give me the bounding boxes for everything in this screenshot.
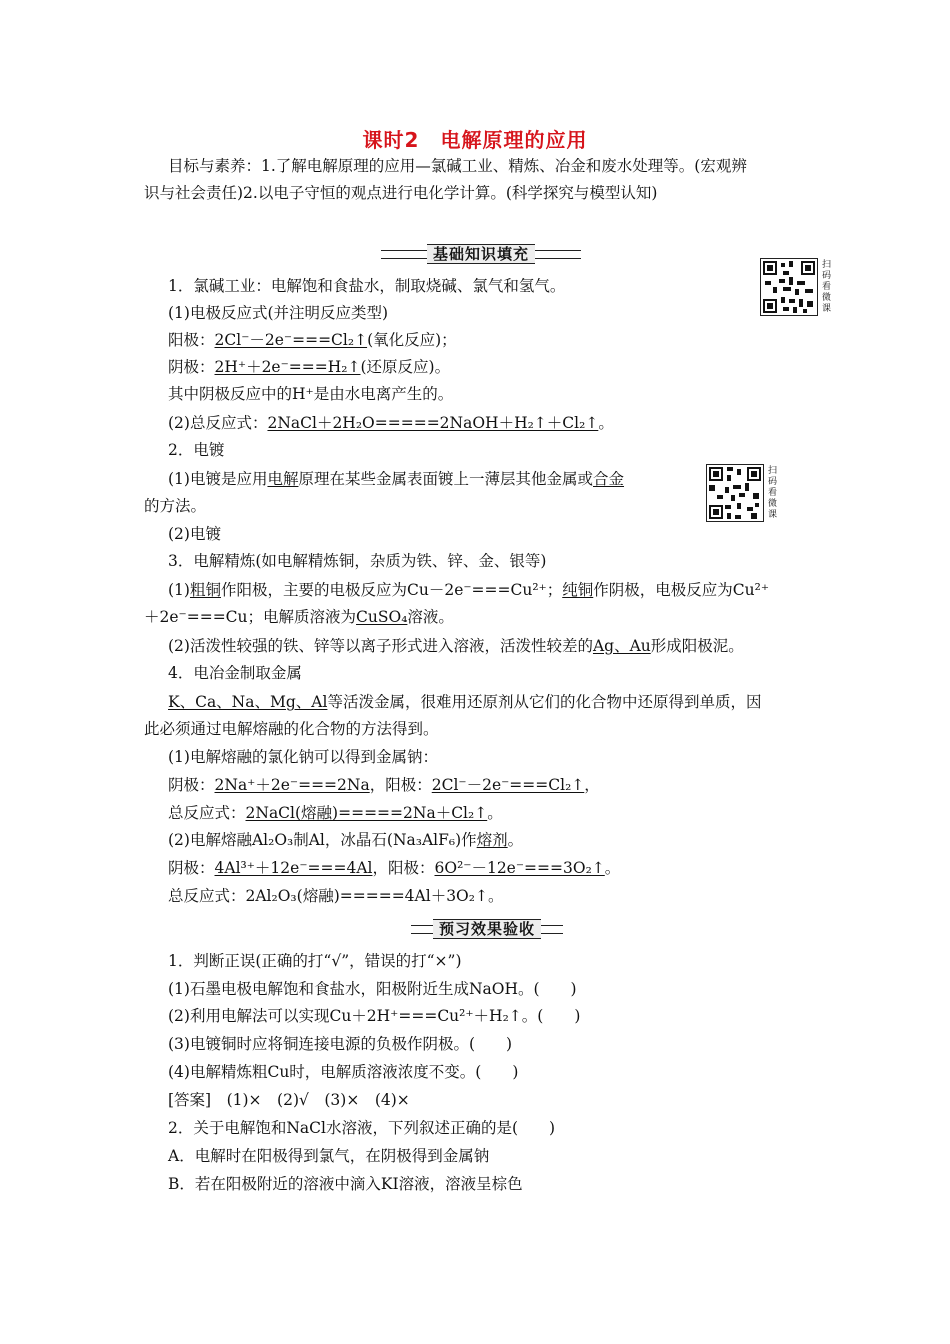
total-equation: 2NaCl(熔融)=====2Na＋Cl₂↑ <box>245 804 488 822</box>
section-banner-basic <box>381 243 581 265</box>
label: 阳极： <box>168 331 215 349</box>
answer-blank: 粗铜 <box>189 581 221 599</box>
label: ，阳极： <box>369 776 432 794</box>
preview-q1: 1．判断正误(正确的打“√”，错误的打“×”) <box>168 952 462 970</box>
basic-s3: 3．电解精炼(如电解精炼铜，杂质为铁、锌、金、银等) <box>168 552 547 570</box>
text: 等活泼金属，很难用还原剂从它们的化合物中还原得到单质，因 <box>327 693 762 711</box>
basic-s1: 1．氯碱工业：电解饱和食盐水，制取烧碱、氯气和氢气。 <box>168 277 566 295</box>
qr-pattern-icon <box>707 465 763 521</box>
text: 作阴极，电极反应为Cu²⁺ <box>593 581 770 599</box>
basic-s2-2: (2)电镀 <box>168 525 221 543</box>
preview-q1-3: (3)电镀铜时应将铜连接电源的负极作阴极。( ) <box>168 1035 513 1053</box>
basic-s4-2-electrodes <box>168 858 620 878</box>
reaction-type: (还原反应)。 <box>360 358 451 376</box>
preview-q1-2: (2)利用电解法可以实现Cu＋2H⁺===Cu²⁺＋H₂↑。( ) <box>168 1007 581 1025</box>
text: (2)电解熔融Al₂O₃制Al，冰晶石(Na₃AlF₆)作 <box>168 831 477 849</box>
banner-rule-left <box>411 925 433 934</box>
basic-s3-1 <box>168 580 769 600</box>
section-banner-preview <box>411 918 563 940</box>
banner-rule-left <box>381 250 427 259</box>
preview-q2-option-a: A．电解时在阳极得到氯气，在阴极得到金属钠 <box>168 1147 490 1165</box>
qr-label-2: 扫码看微课 <box>768 466 778 520</box>
basic-s1-1: (1)电极反应式(并注明反应类型) <box>168 304 389 322</box>
basic-s1-cathode <box>168 357 450 377</box>
preview-q1-1: (1)石墨电极电解饱和食盐水，阳极附近生成NaOH。( ) <box>168 980 577 998</box>
answer-blank: K、Ca、Na、Mg、Al <box>168 693 328 711</box>
basic-s2-1 <box>168 469 624 489</box>
answer-blank: 合金 <box>593 470 625 488</box>
reaction-type: (氧化反应)； <box>367 331 457 349</box>
anode-equation: 2Cl⁻－2e⁻===Cl₂↑ <box>214 331 368 349</box>
text: ＋2e⁻===Cu；电解质溶液为 <box>144 608 357 626</box>
cathode-equation: 4Al³⁺＋12e⁻===4Al <box>214 859 373 877</box>
preview-q2-option-b: B．若在阳极附近的溶液中滴入KI溶液，溶液呈棕色 <box>168 1175 523 1193</box>
page-title: 课时2 电解原理的应用 <box>362 128 588 152</box>
label: ，阳极： <box>372 859 435 877</box>
preview-answer: [答案] (1)× (2)√ (3)× (4)× <box>168 1091 410 1109</box>
basic-s4-intro <box>168 692 761 712</box>
anode-equation: 2Cl⁻－2e⁻===Cl₂↑ <box>431 776 585 794</box>
text: (1)电镀是应用 <box>168 470 268 488</box>
answer-blank: 电解 <box>267 470 299 488</box>
text: 作阳极，主要的电极反应为Cu－2e⁻===Cu²⁺； <box>220 581 563 599</box>
basic-s3-2 <box>168 636 744 656</box>
anode-equation: 6O²⁻－12e⁻===3O₂↑ <box>434 859 605 877</box>
basic-s4: 4．电冶金制取金属 <box>168 664 302 682</box>
basic-s2-1-cont: 的方法。 <box>144 497 207 515</box>
answer-blank: 纯铜 <box>562 581 594 599</box>
basic-s4-1: (1)电解熔融的氯化钠可以得到金属钠： <box>168 748 438 766</box>
basic-s4-intro-cont: 此必须通过电解熔融的化合物的方法得到。 <box>144 720 439 738</box>
answer-blank: Ag、Au <box>592 637 651 655</box>
basic-s2: 2．电镀 <box>168 441 225 459</box>
text: 原理在某些金属表面镀上一薄层其他金属或 <box>298 470 593 488</box>
label: 阴极： <box>168 358 215 376</box>
basic-s4-2-total: 总反应式：2Al₂O₃(熔融)=====4Al＋3O₂↑。 <box>168 887 504 905</box>
text: 。 <box>604 859 621 877</box>
qr-label-1: 扫码看微课 <box>822 260 832 314</box>
period: 。 <box>598 414 614 432</box>
label: (2)总反应式： <box>168 414 268 432</box>
label: 阴极： <box>168 859 215 877</box>
qr-pattern-icon <box>761 259 817 315</box>
qr-code-icon[interactable] <box>706 464 764 522</box>
cathode-equation: 2Na⁺＋2e⁻===2Na <box>214 776 370 794</box>
basic-s1-total <box>168 413 614 433</box>
basic-s4-2 <box>168 830 523 850</box>
banner-rule-right <box>535 250 581 259</box>
goals-line-1: 目标与素养：1.了解电解原理的应用—氯碱工业、精炼、冶金和废水处理等。(宏观辨 <box>168 157 747 175</box>
answer-blank: 熔剂 <box>476 831 508 849</box>
answer-blank: CuSO₄ <box>356 608 408 626</box>
preview-q2: 2．关于电解饱和NaCl水溶液，下列叙述正确的是( ) <box>168 1119 556 1137</box>
preview-q1-4: (4)电解精炼粗Cu时，电解质溶液浓度不变。( ) <box>168 1063 519 1081</box>
qr-code-icon[interactable] <box>760 258 818 316</box>
basic-s4-1-total <box>168 803 503 823</box>
basic-s1-anode <box>168 330 457 350</box>
text: (1) <box>168 581 190 599</box>
total-equation: 2NaCl＋2H₂O=====2NaOH＋H₂↑＋Cl₂↑ <box>267 414 599 432</box>
basic-s4-1-electrodes <box>168 775 600 795</box>
basic-s3-1-cont <box>144 607 454 627</box>
text: (2)活泼性较强的铁、锌等以离子形式进入溶液，活泼性较差的 <box>168 637 593 655</box>
text: 溶液。 <box>407 608 454 626</box>
text: ， <box>584 776 600 794</box>
text: 。 <box>487 804 503 822</box>
section-title-preview: 预习效果验收 <box>433 919 541 939</box>
label: 总反应式： <box>168 804 246 822</box>
basic-s1-note: 其中阴极反应中的H⁺是由水电离产生的。 <box>168 385 454 403</box>
section-title-basic: 基础知识填充 <box>427 244 535 264</box>
cathode-equation: 2H⁺＋2e⁻===H₂↑ <box>214 358 361 376</box>
text: 。 <box>507 831 524 849</box>
text: 形成阳极泥。 <box>650 637 744 655</box>
goals-line-2: 识与社会责任)2.以电子守恒的观点进行电化学计算。(科学探究与模型认知) <box>144 184 658 202</box>
banner-rule-right <box>541 925 563 934</box>
label: 阴极： <box>168 776 215 794</box>
